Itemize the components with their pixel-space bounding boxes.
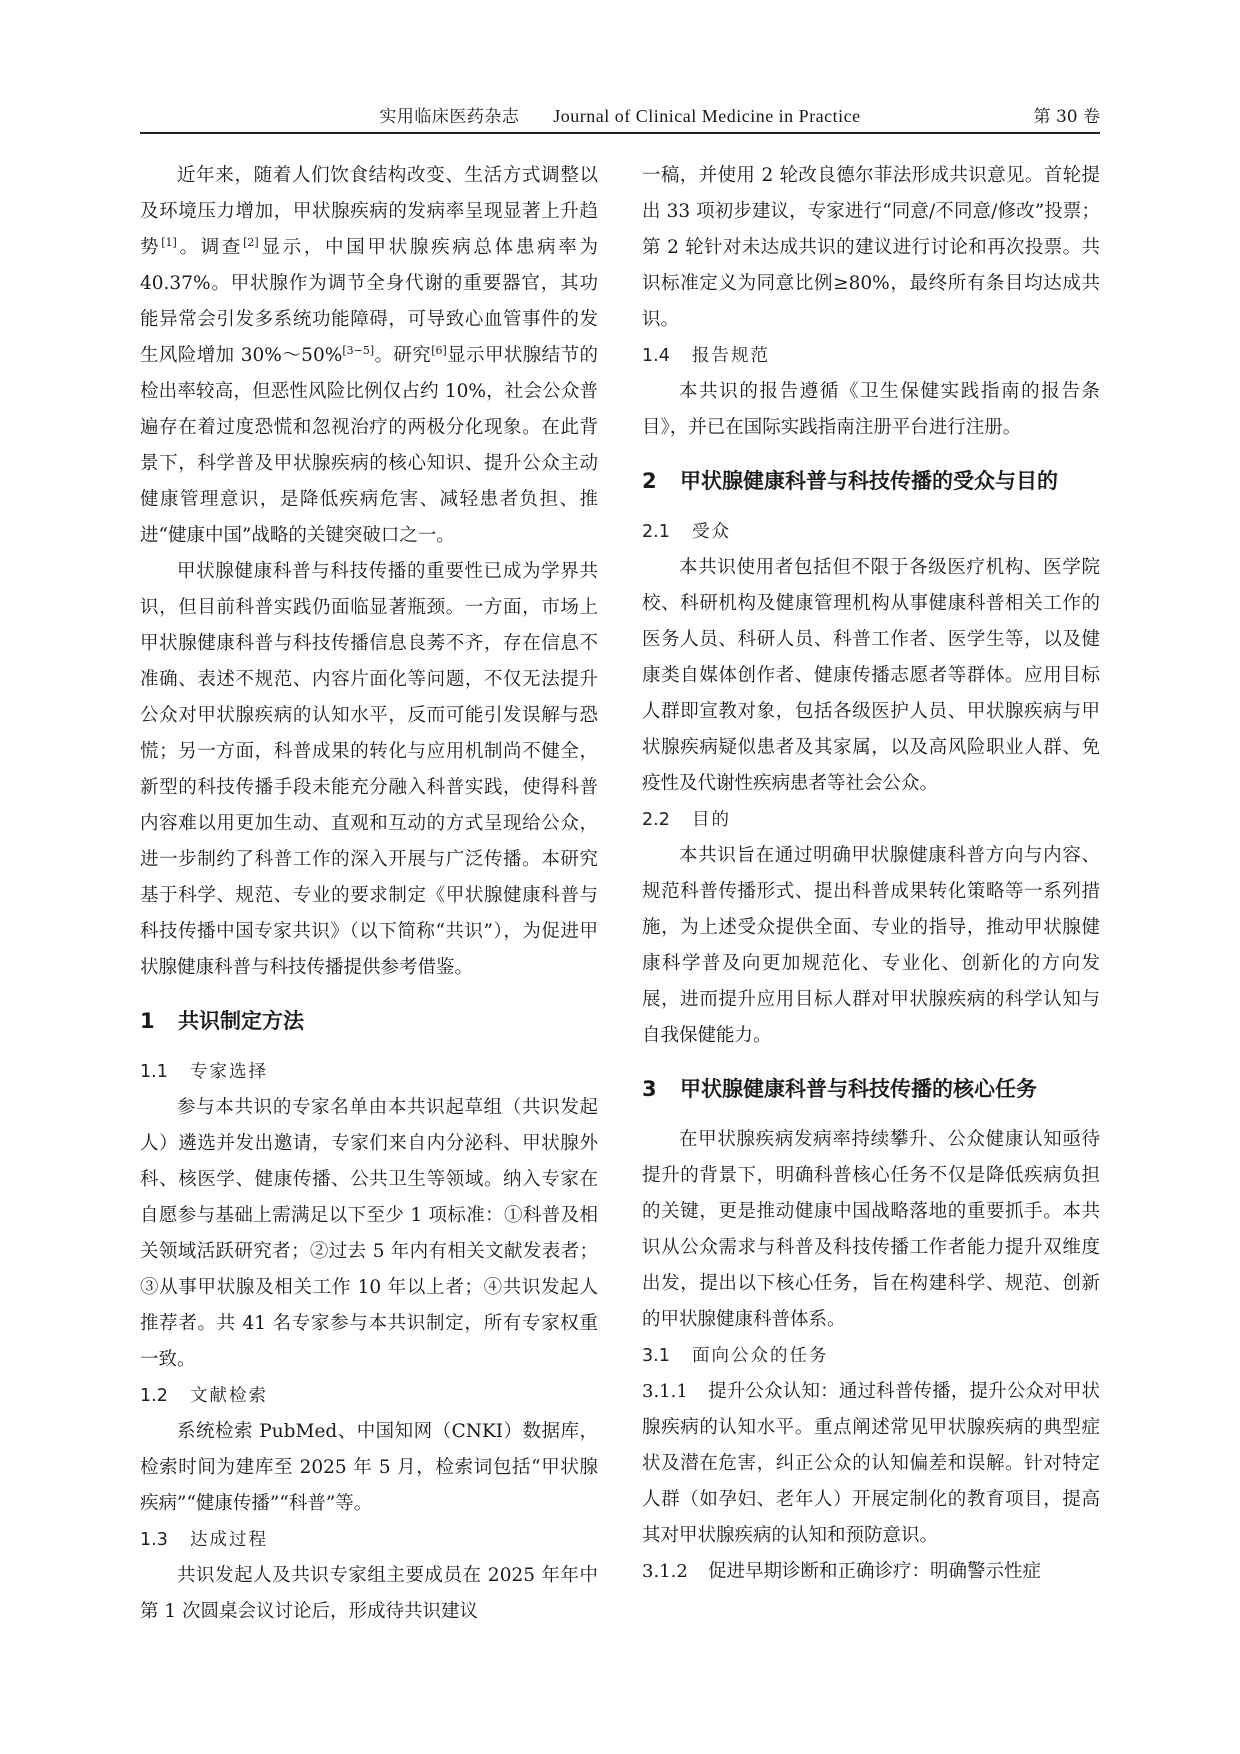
section-number: 2 — [642, 469, 657, 493]
section-title: 甲状腺健康科普与科技传播的核心任务 — [680, 1077, 1037, 1101]
subsection-title: 面向公众的任务 — [692, 1346, 829, 1366]
volume-number: 第 30 卷 — [1033, 107, 1100, 127]
paragraph-1-3: 共识发起人及共识专家组主要成员在 2025 年年中第 1 次圆桌会议讨论后，形成待共识建议 — [140, 1565, 598, 1622]
paragraph-2-1: 本共识使用者包括但不限于各级医疗机构、医学院校、科研机构及健康管理机构从事健康科普相关工作的医务人员、科研人员、科普工作者、医学生等，以及健康类自媒体创作者、健康传播志愿者等群体。应用目标人群即宣教对象，包括各级医护人员、甲状腺疾病与甲状腺疾病疑似患者及其家属，以及高风险职业人群、免疫性及代谢性疾病患者等社会公众。 — [642, 557, 1100, 794]
subsection-number: 2.1 — [642, 522, 670, 542]
subsection-heading-2-2 — [642, 802, 1100, 838]
subsection-number: 1.1 — [140, 1062, 168, 1082]
subsection-title: 报告规范 — [692, 346, 770, 366]
subsection-number: 3.1 — [642, 1346, 670, 1366]
paragraph-1-4: 本共识的报告遵循《卫生保健实践指南的报告条目》，并已在国际实践指南注册平台进行注册。 — [642, 381, 1100, 438]
subsection-heading-1-2 — [140, 1378, 598, 1414]
subsection-heading-1-4 — [642, 338, 1100, 374]
citation-ref: [1] — [161, 235, 177, 249]
paragraph-1-1: 参与本共识的专家名单由本共识起草组（共识发起人）遴选并发出邀请，专家们来自内分泌科、甲状腺外科、核医学、健康传播、公共卫生等领域。纳入专家在自愿参与基础上需满足以下至少 1 项标准：①科普及相关领域活跃研究者；②过去 5 年内有相关文献发表者；③从事甲状腺及相关工作 10 年以上者；④共识发起人推荐者。共 41 名专家参与本共识制定，所有专家权重一致。 — [140, 1097, 598, 1370]
item-number: 3.1.1 — [642, 1381, 688, 1402]
journal-name — [140, 102, 1100, 127]
section-heading-2 — [642, 462, 1100, 500]
subsection-title: 目的 — [692, 810, 731, 830]
item-3-1-2 — [642, 1554, 1100, 1590]
item-text: 促进早期诊断和正确诊疗：明确警示性症 — [708, 1561, 1042, 1582]
text-run: 显示甲状腺结节的检出率较高，但恶性风险比例仅占约 10%，社会公众普遍存在着过度恐慌和忽视治疗的两极分化现象。在此背景下，科学普及甲状腺疾病的核心知识、提升公众主动健康管理意识，是降低疾病危害、减轻患者负担、推进“健康中国”战略的关键突破口之一。 — [140, 345, 598, 546]
section-title: 共识制定方法 — [178, 1009, 304, 1033]
text-run: 。调查 — [176, 237, 244, 258]
paragraph-3: 在甲状腺疾病发病率持续攀升、公众健康认知亟待提升的背景下，明确科普核心任务不仅是降低疾病负担的关键，更是推动健康中国战略落地的重要抓手。本共识从公众需求与科普及科技传播工作者能力提升双维度出发，提出以下核心任务，旨在构建科学、规范、创新的甲状腺健康科普体系。 — [642, 1129, 1100, 1330]
subsection-title: 受众 — [692, 522, 731, 542]
citation-ref: [6] — [431, 343, 447, 357]
subsection-number: 1.2 — [140, 1386, 168, 1406]
subsection-heading-1-1 — [140, 1054, 598, 1090]
paragraph-1-2: 系统检索 PubMed、中国知网（CNKI）数据库，检索时间为建库至 2025 年 5 月，检索词包括“甲状腺疾病”“健康传播”“科普”等。 — [140, 1421, 598, 1514]
paragraph-1-3-continued: 一稿，并使用 2 轮改良德尔菲法形成共识意见。首轮提出 33 项初步建议，专家进行“同意/不同意/修改”投票；第 2 轮针对未达成共识的建议进行讨论和再次投票。共识标准定义为同意比例≥80%，最终所有条目均达成共识。 — [642, 165, 1100, 330]
item-text: 提升公众认知：通过科普传播，提升公众对甲状腺疾病的认知水平。重点阐述常见甲状腺疾病的典型症状及潜在危害，纠正公众的认知偏差和误解。针对特定人群（如孕妇、老年人）开展定制化的教育项目，提高其对甲状腺疾病的认知和预防意识。 — [642, 1381, 1100, 1546]
paragraph-2-2: 本共识旨在通过明确甲状腺健康科普方向与内容、规范科普传播形式、提出科普成果转化策略等一系列措施，为上述受众提供全面、专业的指导，推动甲状腺健康科学普及向更加规范化、专业化、创新化的方向发展，进而提升应用目标人群对甲状腺疾病的科学认知与自我保健能力。 — [642, 845, 1100, 1046]
subsection-title: 达成过程 — [190, 1530, 268, 1550]
subsection-heading-2-1 — [642, 514, 1100, 550]
section-number: 1 — [140, 1009, 155, 1033]
subsection-number: 1.4 — [642, 346, 670, 366]
subsection-title: 文献检索 — [190, 1386, 268, 1406]
intro-paragraph-2: 甲状腺健康科普与科技传播的重要性已成为学界共识，但目前科普实践仍面临显著瓶颈。一方面，市场上甲状腺健康科普与科技传播信息良莠不齐，存在信息不准确、表述不规范、内容片面化等问题，不仅无法提升公众对甲状腺疾病的认知水平，反而可能引发误解与恐慌；另一方面，科普成果的转化与应用机制尚不健全，新型的科技传播手段未能充分融入科普实践，使得科普内容难以用更加生动、直观和互动的方式呈现给公众，进一步制约了科普工作的深入开展与广泛传播。本研究基于科学、规范、专业的要求制定《甲状腺健康科普与科技传播中国专家共识》（以下简称“共识”），为促进甲状腺健康科普与科技传播提供参考借鉴。 — [140, 561, 598, 978]
text-run: 。研究 — [374, 345, 432, 366]
item-3-1-1 — [642, 1374, 1100, 1554]
text-run: 显示，中国甲状腺疾病总体患病率为 40.37%。甲状腺作为调节全身代谢的重要器官，其功能异常会引发多系统功能障碍，可导致心血管事件的发生风险增加 30%～50% — [140, 237, 598, 366]
left-column — [140, 158, 598, 1630]
section-number: 3 — [642, 1077, 657, 1101]
item-number: 3.1.2 — [642, 1561, 688, 1582]
text-run: 近年来，随着人们饮食结构改变、生活方式调整以及环境压力增加，甲状腺疾病的发病率呈现显著上升趋势 — [140, 165, 598, 258]
journal-name-en: Journal of Clinical Medicine in Practice — [553, 106, 861, 126]
subsection-heading-1-3 — [140, 1522, 598, 1558]
intro-paragraph-1 — [140, 158, 598, 554]
subsection-title: 专家选择 — [190, 1062, 268, 1082]
section-title: 甲状腺健康科普与科技传播的受众与目的 — [680, 469, 1058, 493]
subsection-heading-3-1 — [642, 1338, 1100, 1374]
section-heading-1 — [140, 1002, 598, 1040]
subsection-number: 2.2 — [642, 810, 670, 830]
journal-name-cn: 实用临床医药杂志 — [379, 107, 520, 127]
citation-ref: [3−5] — [342, 343, 375, 357]
section-heading-3 — [642, 1070, 1100, 1108]
subsection-number: 1.3 — [140, 1530, 168, 1550]
citation-ref: [2] — [243, 235, 259, 249]
running-header — [140, 98, 1100, 134]
right-column — [642, 158, 1100, 1590]
